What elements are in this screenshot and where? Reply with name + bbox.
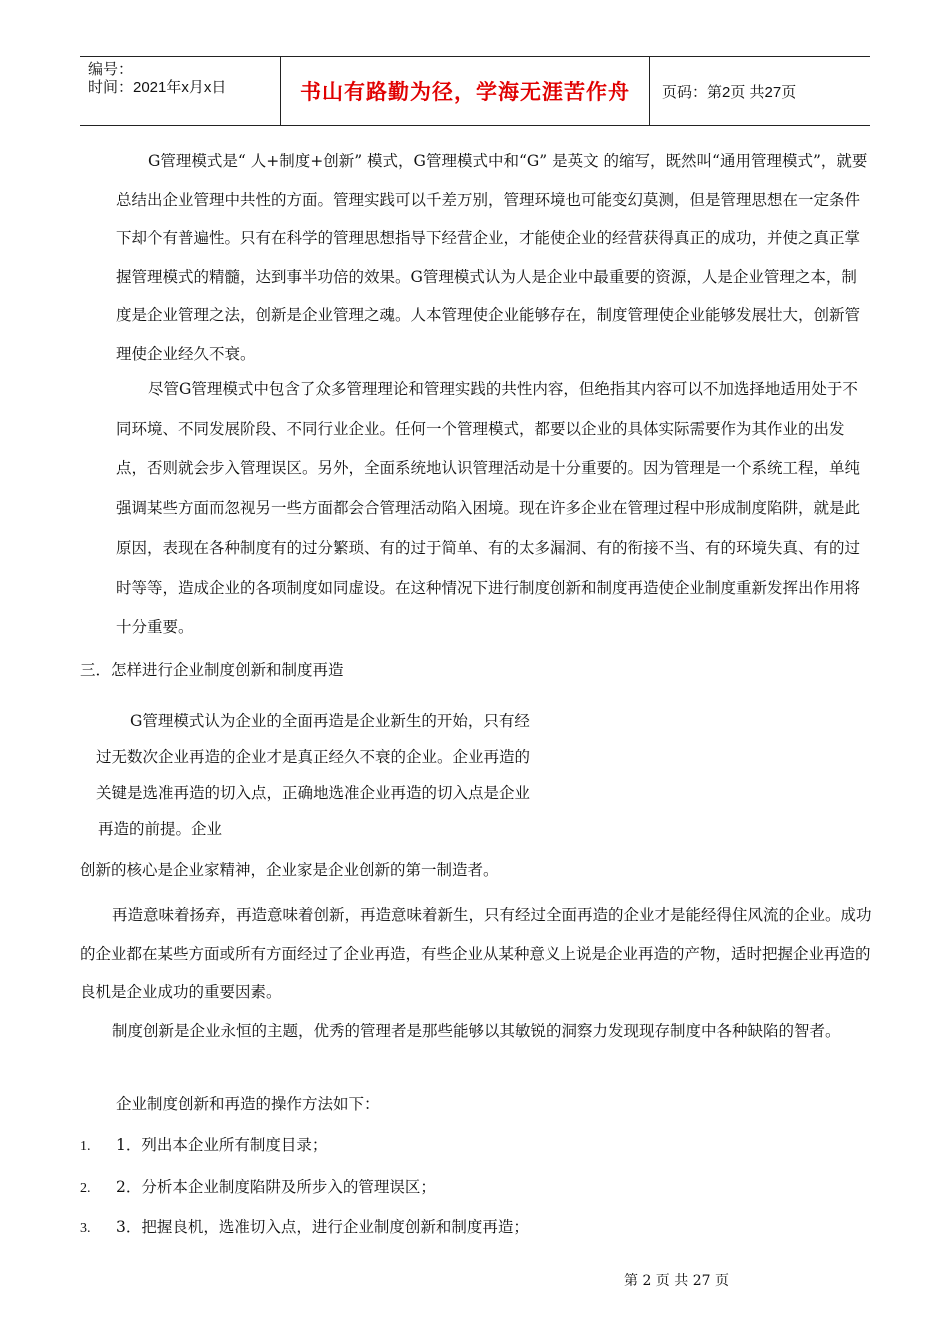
list-text: 2．分析本企业制度陷阱及所步入的管理误区； [116,1178,436,1196]
list-item [80,1215,529,1237]
paragraph-1: G管理模式是“ 人+制度+创新” 模式，G管理模式中和“G” 是英文 的缩写，既然叫“通用管理模式”，就要总结出企业管理中共性的方面。管理实践可以千差万别，管理环境也可能变幻莫测，但是管理思想在一定条件下却个有普遍性。只有在科学的管理思想指导下经营企业，才能使企业的经营获得真正的成功，并使之真正掌握管理模式的精髓，达到事半功倍的效果。G管理模式认为人是企业中最重要的资源，人是企业管理之本，制度是企业管理之法，创新是企业管理之魂。人本管理使企业能够存在，制度管理使企业能够发展壮大，创新管理使企业经久不衰。 [116,152,868,363]
paragraph-5: 再造意味着扬弃，再造意味着创新，再造意味着新生，只有经过全面再造的企业才是能经得住风流的企业。成功的企业都在某些方面或所有方面经过了企业再造，有些企业从某种意义上说是企业再造的产物，适时把握企业再造的良机是企业成功的重要因素。 [80,906,872,1001]
paragraph-7: 企业制度创新和再造的操作方法如下： [116,1095,380,1113]
paragraph-6: 制度创新是企业永恒的主题，优秀的管理者是那些能够以其敏锐的洞察力发现现存制度中各种缺陷的智者。 [112,1022,841,1040]
paragraph-3-line: G管理模式认为企业的全面再造是企业新生的开始，只有经 [130,712,530,730]
page-header [80,56,870,126]
header-page-code: 页码：第2页 共27页 [662,83,797,101]
paragraph-3-line: 关键是选准再造的切入点，正确地选准企业再造的切入点是企业 [96,784,531,802]
page-footer: 第 2 页 共 27 页 [624,1273,729,1289]
list-number: 3. [80,1221,91,1236]
section-heading-3: 三．怎样进行企业制度创新和制度再造 [80,661,344,679]
time-label: 时间：2021年x月x日 [88,79,227,96]
paragraph-3-line: 过无数次企业再造的企业才是真正经久不衰的企业。企业再造的 [96,748,531,766]
list-item [80,1175,436,1197]
list-text: 3．把握良机，选准切入点，进行企业制度创新和制度再造； [116,1218,529,1236]
list-number: 2. [80,1181,91,1196]
list-item [80,1133,327,1155]
header-meta [80,57,280,125]
header-motto: 书山有路勤为径，学海无涯苦作舟 [280,57,650,125]
paragraph-3 [96,703,572,847]
paragraph-3-line: 再造的前提。企业 [98,820,223,838]
paragraph-4: 创新的核心是企业家精神，企业家是企业创新的第一制造者。 [80,861,499,879]
paragraph-2: 尽管G管理模式中包含了众多管理理论和管理实践的共性内容，但绝指其内容可以不加选择地适用处于不同环境、不同发展阶段、不同行业企业。任何一个管理模式，都要以企业的具体实际需要作为其作业的出发点，否则就会步入管理误区。另外，全面系统地认识管理活动是十分重要的。因为管理是一个系统工程，单纯强调某些方面而忽视另一些方面都会合管理活动陷入困境。现在许多企业在管理过程中形成制度陷阱，就是此原因，表现在各种制度有的过分繁琐、有的过于简单、有的太多漏洞、有的衔接不当、有的环境失真、有的过时等等，造成企业的各项制度如同虚设。在这种情况下进行制度创新和制度再造使企业制度重新发挥出作用将十分重要。 [116,380,861,637]
list-text: 1．列出本企业所有制度目录； [116,1136,328,1154]
list-number: 1. [80,1139,91,1154]
number-label: 编号： [88,61,134,78]
